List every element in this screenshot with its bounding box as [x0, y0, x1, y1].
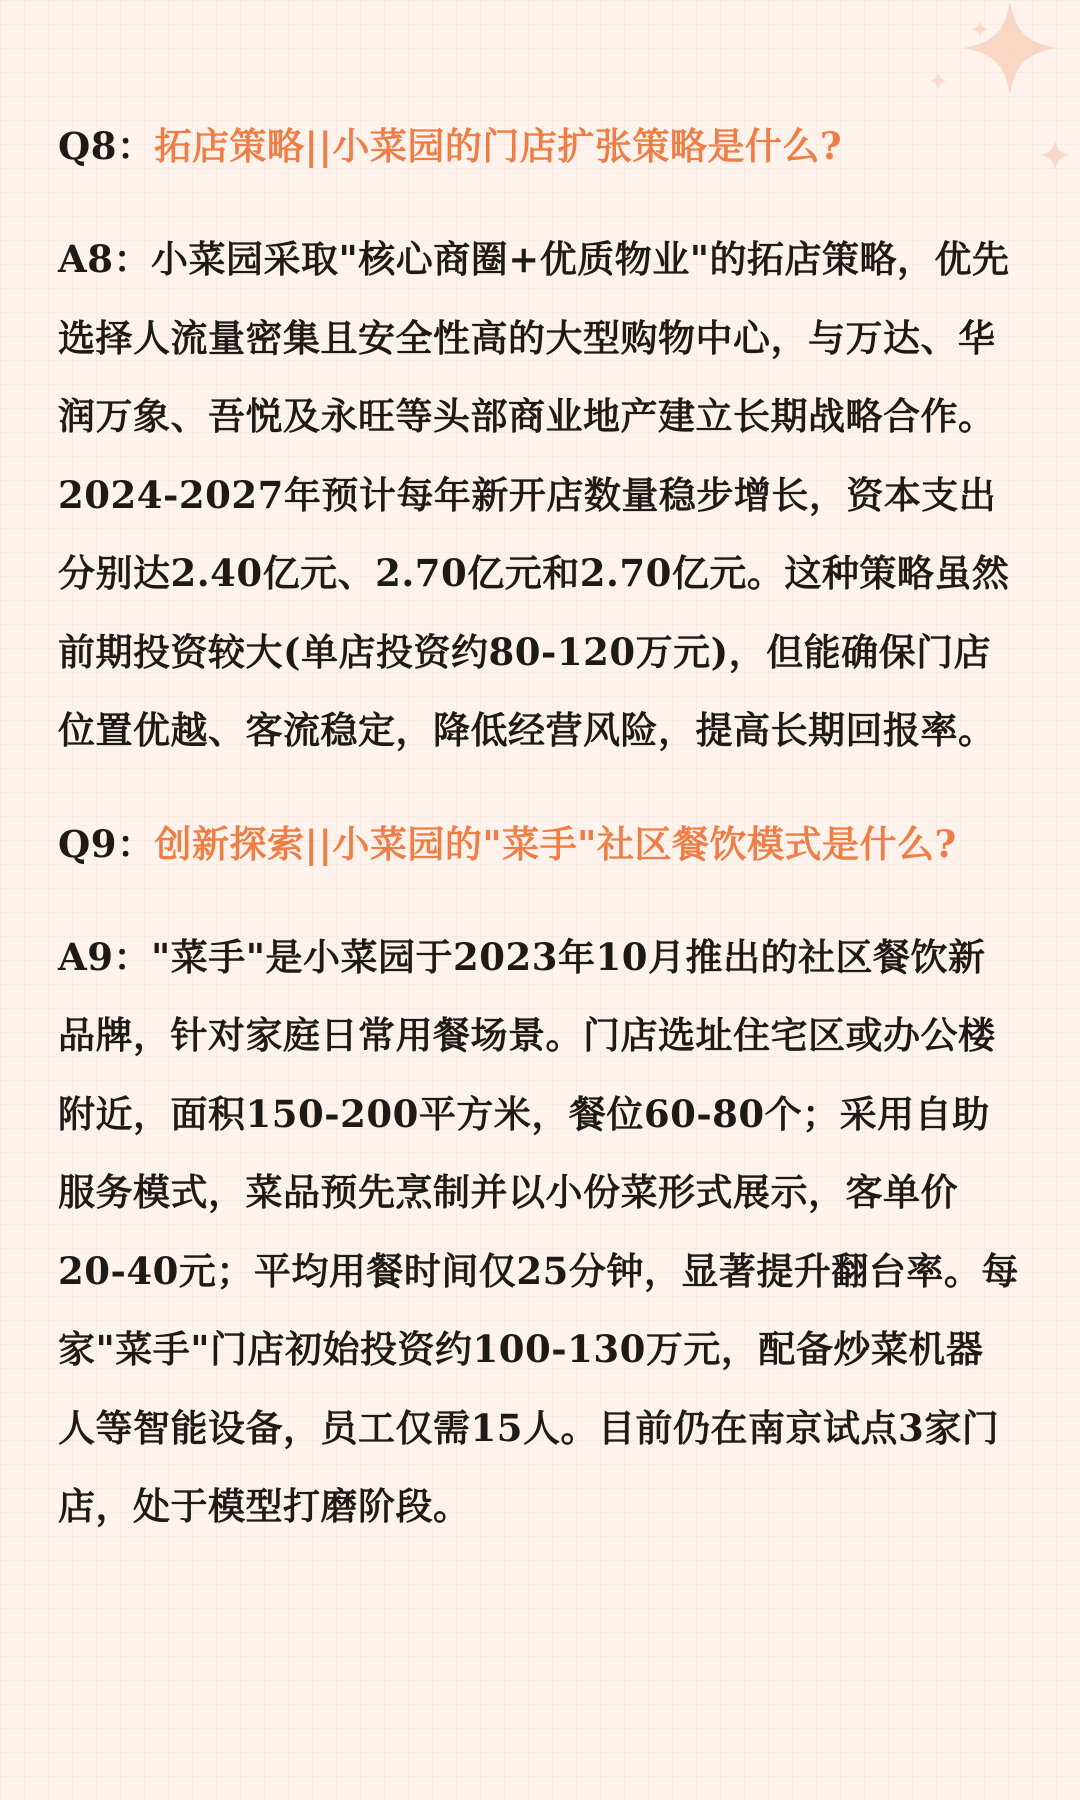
- question-8-prefix: Q8：: [58, 124, 155, 168]
- answer-8: A8：小菜园采取"核心商圈+优质物业"的拓店策略，优先选择人流量密集且安全性高的大型购物中心，与万达、华润万象、吾悦及永旺等头部商业地产建立长期战略合作。2024-2027年预计每年新开店数量稳步增长，资本支出分别达2.40亿元、2.70亿元和2.70亿元。这种策略虽然前期投资较大(单店投资约80-120万元)，但能确保门店位置优越、客流稳定，降低经营风险，提高长期回报率。: [58, 237, 1010, 752]
- answer-9: A9："菜手"是小菜园于2023年10月推出的社区餐饮新品牌，针对家庭日常用餐场景。门店选址住宅区或办公楼附近，面积150-200平方米，餐位60-80个；采用自助服务模式，菜品预先烹制并以小份菜形式展示，客单价20-40元；平均用餐时间仅25分钟，显著提升翻台率。每家"菜手"门店初始投资约100-130万元，配备炒菜机器人等智能设备，员工仅需15人。目前仍在南京试点3家门店，处于模型打磨阶段。: [58, 934, 1019, 1528]
- sparkle-large-icon: [964, 2, 1056, 94]
- question-9-text: 创新探索||小菜园的"菜手"社区餐饮模式是什么?: [154, 821, 957, 866]
- question-9: [58, 814, 1020, 874]
- sparkle-small-icon: [929, 72, 947, 90]
- question-9-prefix: Q9：: [58, 821, 155, 866]
- qa-content: [58, 116, 1020, 1546]
- qa-block-8: [58, 116, 1020, 770]
- question-8-text: 拓店策略||小菜园的门店扩张策略是什么?: [154, 124, 843, 168]
- question-8: [58, 116, 1020, 176]
- sparkle-small-icon: [971, 20, 989, 38]
- sparkle-small-icon: [1040, 140, 1070, 170]
- qa-block-9: [58, 814, 1020, 1546]
